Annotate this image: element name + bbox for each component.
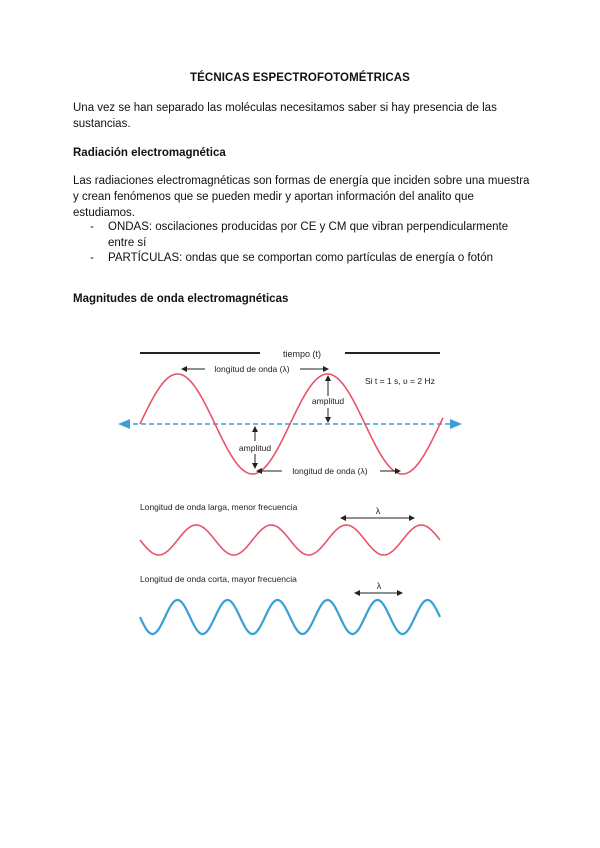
wave-diagram xyxy=(0,330,600,660)
intro-paragraph: Una vez se han separado las moléculas necesitamos saber si hay presencia de las sustancias. xyxy=(73,102,497,130)
axis-arrow-left-icon xyxy=(118,419,130,429)
long-wave-label: Longitud de onda larga, menor frecuencia xyxy=(140,502,298,512)
document-title: TÉCNICAS ESPECTROFOTOMÉTRICAS xyxy=(190,72,410,84)
frequency-note: Si t = 1 s, υ = 2 Hz xyxy=(365,376,435,386)
amplitude-top-label: amplitud xyxy=(311,396,345,406)
short-blue-wave xyxy=(140,600,440,634)
lambda-long-label: λ xyxy=(375,506,381,516)
amplitude-bottom-label: amplitud xyxy=(238,443,272,453)
bullet-dash: - xyxy=(90,252,94,264)
bullet-dash: - xyxy=(90,221,94,233)
short-wave-label: Longitud de onda corta, mayor frecuencia xyxy=(140,574,297,584)
long-red-wave xyxy=(140,525,440,555)
list-item xyxy=(90,219,530,251)
bullet-text-particulas: PARTÍCULAS: ondas que se comportan como partículas de energía o fotón xyxy=(108,252,494,264)
radiation-paragraph: Las radiaciones electromagnéticas son formas de energía que inciden sobre una muestra y crean fenómenos que se pueden medir y aportan información del analito que estudiamos. xyxy=(73,175,530,219)
axis-arrow-right-icon xyxy=(450,419,462,429)
lambda-short-label: λ xyxy=(376,581,382,591)
wavelength-bottom-label: longitud de onda (λ) xyxy=(292,466,368,476)
section-heading-radiation: Radiación electromagnética xyxy=(73,147,226,159)
bullet-text-ondas: ONDAS: oscilaciones producidas por CE y CM que vibran perpendicularmente entre sí xyxy=(108,221,509,249)
wavelength-top-label: longitud de onda (λ) xyxy=(214,364,290,374)
time-label: tiempo (t) xyxy=(282,349,322,359)
section-heading-magnitudes: Magnitudes de onda electromagnéticas xyxy=(73,293,289,305)
list-item xyxy=(90,250,530,266)
